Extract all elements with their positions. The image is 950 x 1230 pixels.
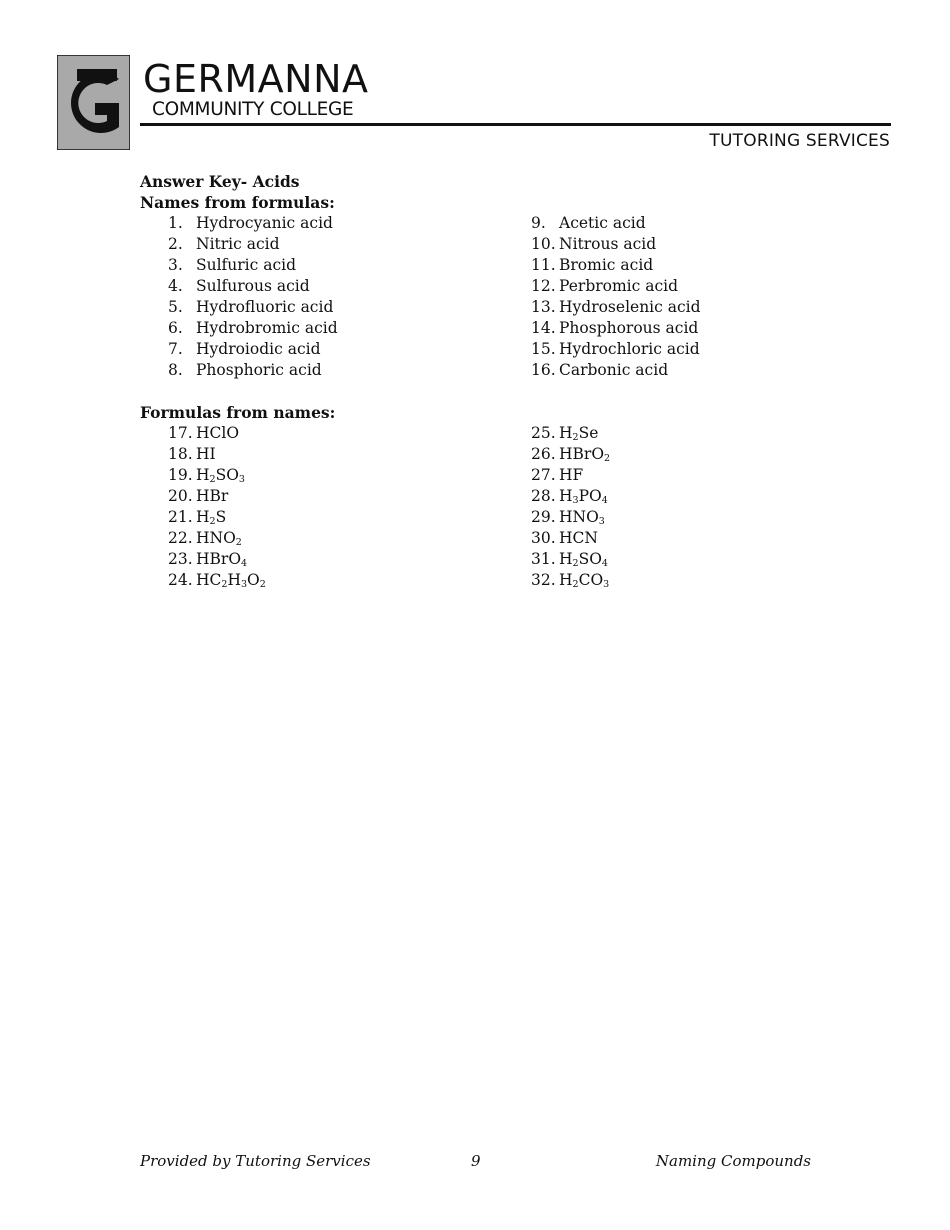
list-item: [531, 507, 610, 528]
item-number: 23.: [168, 550, 193, 568]
item-number: 17.: [168, 424, 193, 442]
item-number: 26.: [531, 445, 556, 463]
acid-name: Phosphorous acid: [559, 319, 699, 337]
item-number: 27.: [531, 466, 556, 484]
list-item: [531, 444, 610, 465]
item-number: 24.: [168, 571, 193, 589]
list-item: [531, 276, 701, 297]
formula-text: HI: [196, 445, 216, 463]
names-left-list: [168, 213, 338, 381]
formula-text: HBrO$_2$: [559, 445, 611, 464]
brand-name: GERMANNA: [143, 57, 369, 101]
list-item: [168, 444, 266, 465]
formulas-left-list: [168, 423, 266, 591]
formula-text: $H_2CO_3$: [559, 571, 610, 590]
formula-text: $HNO_2$: [196, 529, 242, 548]
item-number: 13.: [531, 298, 556, 316]
item-number: 8.: [168, 361, 183, 379]
item-number: 2.: [168, 235, 183, 253]
list-item: [168, 234, 338, 255]
acid-name: Hydrofluoric acid: [196, 298, 334, 316]
acid-name: Bromic acid: [559, 256, 654, 274]
acid-name: Carbonic acid: [559, 361, 669, 379]
acid-name: Sulfurous acid: [196, 277, 310, 295]
formulas-columns: [140, 423, 840, 591]
acid-name: Nitric acid: [196, 235, 280, 253]
item-number: 15.: [531, 340, 556, 358]
list-item: [168, 423, 266, 444]
item-number: 19.: [168, 466, 193, 484]
list-item: [168, 255, 338, 276]
formulas-right-list: [531, 423, 610, 591]
item-number: 20.: [168, 487, 193, 505]
item-number: 14.: [531, 319, 556, 337]
formula-text: HBrO$_4$: [196, 550, 248, 569]
list-item: [531, 423, 610, 444]
acid-name: Hydroselenic acid: [559, 298, 701, 316]
list-item: [168, 549, 266, 570]
answer-key-content: [140, 171, 840, 591]
list-item: [168, 570, 266, 591]
item-number: 16.: [531, 361, 556, 379]
item-number: 5.: [168, 298, 183, 316]
list-item: [531, 570, 610, 591]
item-number: 6.: [168, 319, 183, 337]
item-number: 21.: [168, 508, 193, 526]
list-item: [168, 297, 338, 318]
list-item: [168, 486, 266, 507]
names-right-list: [531, 213, 701, 381]
item-number: 32.: [531, 571, 556, 589]
list-item: [531, 213, 701, 234]
list-item: [531, 549, 610, 570]
acid-name: Acetic acid: [559, 214, 646, 232]
list-item: [531, 528, 610, 549]
formula-text: HCN: [559, 529, 598, 547]
item-number: 10.: [531, 235, 556, 253]
list-item: [168, 465, 266, 486]
list-item: [531, 255, 701, 276]
list-item: [531, 339, 701, 360]
names-columns: [140, 213, 840, 381]
acid-name: Hydrocyanic acid: [196, 214, 333, 232]
item-number: 25.: [531, 424, 556, 442]
list-item: [168, 318, 338, 339]
list-item: [531, 318, 701, 339]
acid-name: Hydrobromic acid: [196, 319, 338, 337]
page-number: 9: [471, 1152, 481, 1170]
item-number: 4.: [168, 277, 183, 295]
item-number: 7.: [168, 340, 183, 358]
footer-provider: Provided by Tutoring Services: [140, 1152, 371, 1170]
item-number: 9.: [531, 214, 546, 232]
department-label: TUTORING SERVICES: [709, 131, 890, 151]
acid-name: Phosphoric acid: [196, 361, 322, 379]
acid-name: Perbromic acid: [559, 277, 679, 295]
acid-name: Hydrochloric acid: [559, 340, 700, 358]
list-item: [168, 507, 266, 528]
formula-text: $HC_2H_3O_2$: [196, 571, 266, 590]
formula-text: HF: [559, 466, 584, 484]
item-number: 1.: [168, 214, 183, 232]
list-item: [531, 465, 610, 486]
formula-text: $H_2Se$: [559, 424, 599, 443]
list-item: [531, 234, 701, 255]
formula-text: HClO: [196, 424, 240, 442]
list-item: [168, 528, 266, 549]
item-number: 12.: [531, 277, 556, 295]
formula-text: $H_2SO_4$: [559, 550, 608, 569]
item-number: 18.: [168, 445, 193, 463]
item-number: 31.: [531, 550, 556, 568]
list-item: [168, 360, 338, 381]
acid-name: Sulfuric acid: [196, 256, 297, 274]
item-number: 29.: [531, 508, 556, 526]
list-item: [168, 339, 338, 360]
list-item: [531, 297, 701, 318]
item-number: 11.: [531, 256, 556, 274]
germanna-logo-icon: [57, 55, 130, 150]
item-number: 3.: [168, 256, 183, 274]
item-number: 22.: [168, 529, 193, 547]
header-rule: [140, 123, 891, 126]
brand-subtitle: COMMUNITY COLLEGE: [152, 99, 354, 120]
item-number: 28.: [531, 487, 556, 505]
item-number: 30.: [531, 529, 556, 547]
names-section-heading: Names from formulas:: [140, 193, 335, 212]
list-item: [168, 276, 338, 297]
formula-text: $H_2S$: [196, 508, 227, 527]
acid-name: Nitrous acid: [559, 235, 657, 253]
list-item: [531, 486, 610, 507]
formula-text: $HNO_3$: [559, 508, 605, 527]
formula-text: $H_3PO_4$: [559, 487, 608, 506]
formulas-section-heading: Formulas from names:: [140, 403, 336, 422]
footer-topic: Naming Compounds: [655, 1152, 811, 1170]
list-item: [531, 360, 701, 381]
list-item: [168, 213, 338, 234]
acid-name: Hydroiodic acid: [196, 340, 321, 358]
page-title: Answer Key- Acids: [140, 172, 300, 191]
formula-text: $H_2SO_3$: [196, 466, 245, 485]
formula-text: HBr: [196, 487, 229, 505]
